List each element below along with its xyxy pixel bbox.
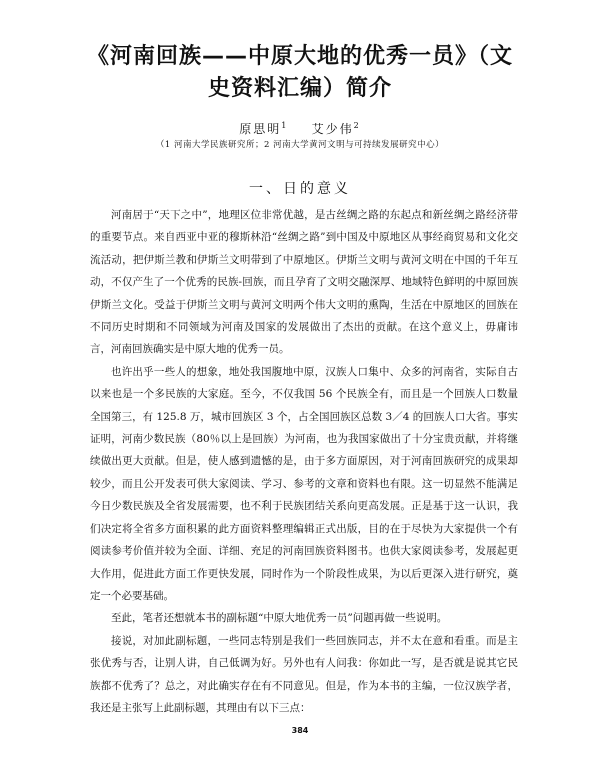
author-affiliation-mark: 1 [281, 121, 289, 130]
paragraph: 至此，笔者还想就本书的副标题“中原大地优秀一员”问题再做一些说明。 [111, 612, 448, 625]
author-affiliation-mark: 2 [353, 121, 361, 130]
author-affiliations: （1 河南大学民族研究所；2 河南大学黄河文明与可持续发展研究中心） [155, 140, 445, 150]
body-text [90, 204, 518, 719]
section-heading: 一、日的意义 [249, 181, 351, 197]
page-number: 384 [291, 726, 309, 735]
author-name: 艾少伟 [311, 122, 354, 136]
paragraph: 也许出乎一些人的想象，地处我国腹地中原，汉族人口集中、众多的河南省，实际自古以来也是一个多民族的大家庭。至今，不仅我国 56 个民族全有，而且是一个回族人口数量全国第三，有 125.8 万，城市回族区 3 个，占全国回族区总数 3／4 的回族人口大省。事实证明，河南少数民族（80％以上是回族）为河南，也为我国家做出了十分宝贵贡献，并将继续做出更大贡献。但是，使人感到遗憾的是，由于多方面原因，对于河南回族研究的成果却较少，而且公开发表可供大家阅读、学习、参考的文章和资料也有限。这一切显然不能满足今日少数民族及全省发展需要，也不利于民族团结关系向更高发展。正是基于这一认识，我们决定将全省多方面积累的此方面资料整理编辑正式出版，目的在于尽快为大家提供一个有阅读参考价值并较为全面、详细、充足的河南回族资料图书。也供大家阅读参考，发展起更大作用，促进此方面工作更快发展，同时作为一个阶段性成果，为以后更深入进行研究，奠定一个必要基础。 [90, 365, 518, 602]
author-line [0, 120, 600, 137]
document-title-line-1: 《河南回族——中原大地的优秀一员》（文 [86, 44, 513, 69]
author-name: 原思明 [239, 122, 282, 136]
paragraph: 河南居于“天下之中”，地理区位非常优越，是古丝绸之路的东起点和新丝绸之路经济带的重要节点。来自西亚中亚的穆斯林沿“丝绸之路”到中国及中原地区从事经商贸易和文化交流活动，把伊斯兰教和伊斯兰文明带到了中原地区。伊斯兰文明与黄河文明在中国的千年互动，不仅产生了一个优秀的民族-回族，而且孕育了文明交融深厚、地域特色鲜明的中原回族伊斯兰文化。受益于伊斯兰文明与黄河文明两个伟大文明的熏陶，生活在中原地区的回族在不同历史时期和不同领域为河南及国家的发展做出了杰出的贡献。在这个意义上，毋庸讳言，河南回族确实是中原大地的优秀一员。 [90, 209, 518, 356]
document-title-line-2: 史资料汇编）简介 [207, 76, 392, 101]
paragraph: 接说，对加此副标题，一些同志特别是我们一些回族同志，并不太在意和看重。而是主张优秀与否，让别人讲，自己低调为好。另外也有人问我：你如此一写，是否就是说其它民族都不优秀了？总之，对此确实存在有不同意见。但是，作为本书的主编，一位汉族学者，我还是主张写上此副标题，其理由有以下三点： [90, 634, 518, 714]
